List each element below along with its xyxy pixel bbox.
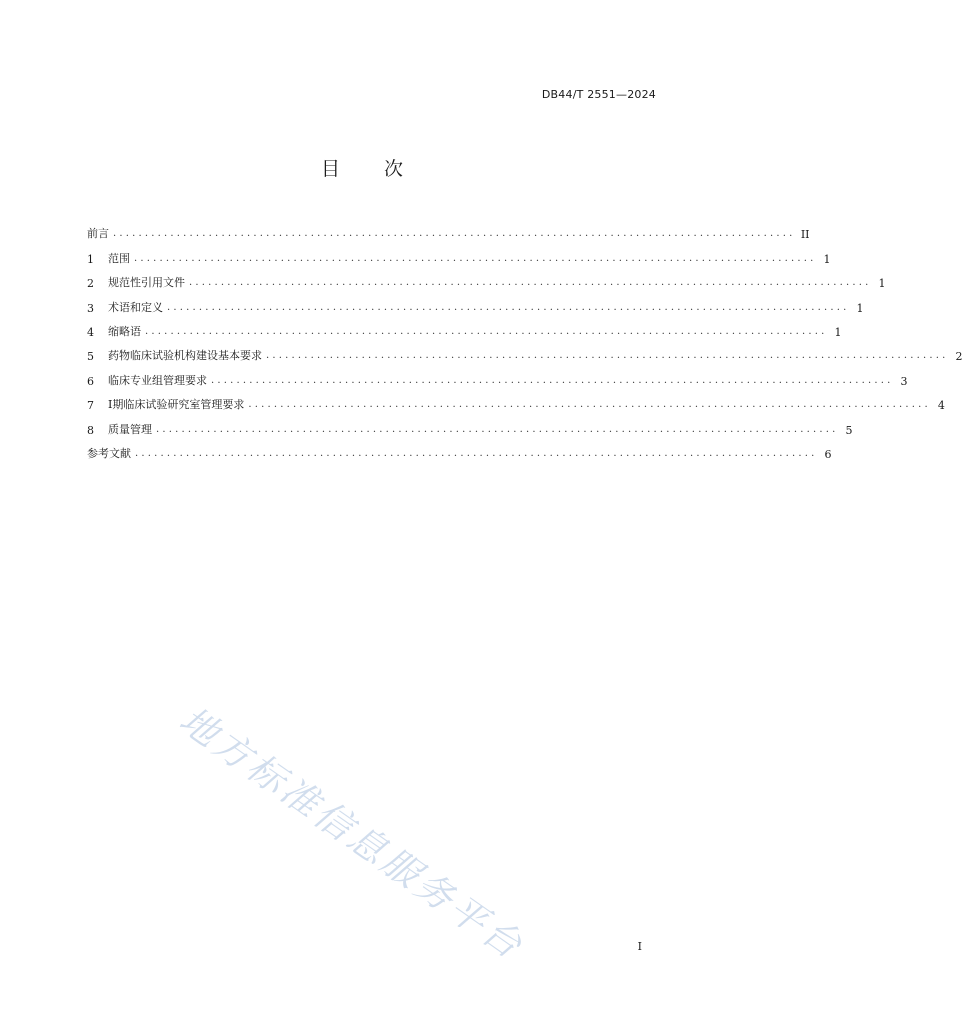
toc-entry-label: I期临床试验研究室管理要求 — [108, 398, 245, 412]
toc-leader-dots: ........................................................................................................... — [167, 301, 850, 313]
toc-entry-page: 5 — [845, 423, 853, 437]
toc-entry-number: 3 — [87, 301, 94, 315]
toc-entry-foreword[interactable] — [87, 217, 810, 242]
toc-entry-page: 2 — [955, 350, 963, 364]
toc-entry-label: 质量管理 — [108, 422, 152, 436]
toc-entry-label: 药物临床试验机构建设基本要求 — [108, 349, 262, 363]
toc-entry-number: 8 — [87, 423, 94, 437]
toc-entry-quality-management[interactable] — [87, 412, 853, 437]
page-number: I — [637, 940, 642, 953]
toc-entry-page: 4 — [937, 399, 945, 413]
toc-leader-dots: ........................................................................................................... — [156, 423, 839, 435]
watermark: 地方标准信息服务平台 — [171, 698, 533, 969]
title-char-left: 目 — [320, 158, 340, 180]
toc-leader-dots: ........................................................................................................... — [113, 228, 796, 240]
toc-entry-number: 7 — [87, 399, 94, 413]
toc-leader-dots: ........................................................................................................... — [248, 399, 931, 411]
toc-entry-label: 范围 — [108, 251, 130, 265]
toc-entry-label: 临床专业组管理要求 — [108, 373, 207, 387]
toc-entry-label: 参考文献 — [87, 446, 131, 460]
title-char-right: 次 — [384, 158, 404, 180]
toc-leader-dots: ........................................................................................................... — [145, 325, 828, 337]
toc-leader-dots: ........................................................................................................... — [266, 350, 949, 362]
table-of-contents — [87, 217, 963, 461]
toc-entry-basic-requirements[interactable] — [87, 339, 963, 364]
toc-entry-page: 1 — [834, 325, 842, 339]
toc-entry-label: 规范性引用文件 — [108, 276, 185, 290]
toc-entry-number: 4 — [87, 325, 94, 339]
toc-entry-scope[interactable] — [87, 241, 831, 266]
toc-entry-label: 前言 — [87, 227, 109, 241]
toc-leader-dots: ........................................................................................................... — [135, 447, 818, 459]
toc-entry-page: 1 — [878, 277, 886, 291]
toc-entry-page: II — [800, 228, 810, 242]
toc-entry-page: 6 — [824, 447, 832, 461]
page-title — [0, 154, 724, 181]
toc-entry-label: 术语和定义 — [108, 300, 163, 314]
toc-entry-page: 1 — [856, 301, 864, 315]
toc-entry-number: 1 — [87, 252, 94, 266]
toc-leader-dots: ........................................................................................................... — [134, 252, 817, 264]
toc-leader-dots: ........................................................................................................... — [189, 277, 872, 289]
toc-entry-number: 5 — [87, 350, 94, 364]
toc-entry-number: 6 — [87, 374, 94, 388]
toc-entry-abbreviations[interactable] — [87, 315, 842, 339]
toc-entry-normative-references[interactable] — [87, 266, 886, 291]
toc-entry-page: 3 — [900, 374, 908, 388]
toc-entry-terms-definitions[interactable] — [87, 290, 864, 315]
toc-entry-phase-one-lab[interactable] — [87, 388, 945, 413]
toc-entry-label: 缩略语 — [108, 324, 141, 338]
toc-leader-dots: ........................................................................................................... — [211, 374, 894, 386]
toc-entry-bibliography[interactable] — [87, 437, 832, 461]
document-code: DB44/T 2551—2024 — [541, 88, 656, 101]
toc-entry-clinical-group[interactable] — [87, 363, 908, 388]
toc-entry-number: 2 — [87, 277, 94, 291]
toc-entry-page: 1 — [823, 252, 831, 266]
